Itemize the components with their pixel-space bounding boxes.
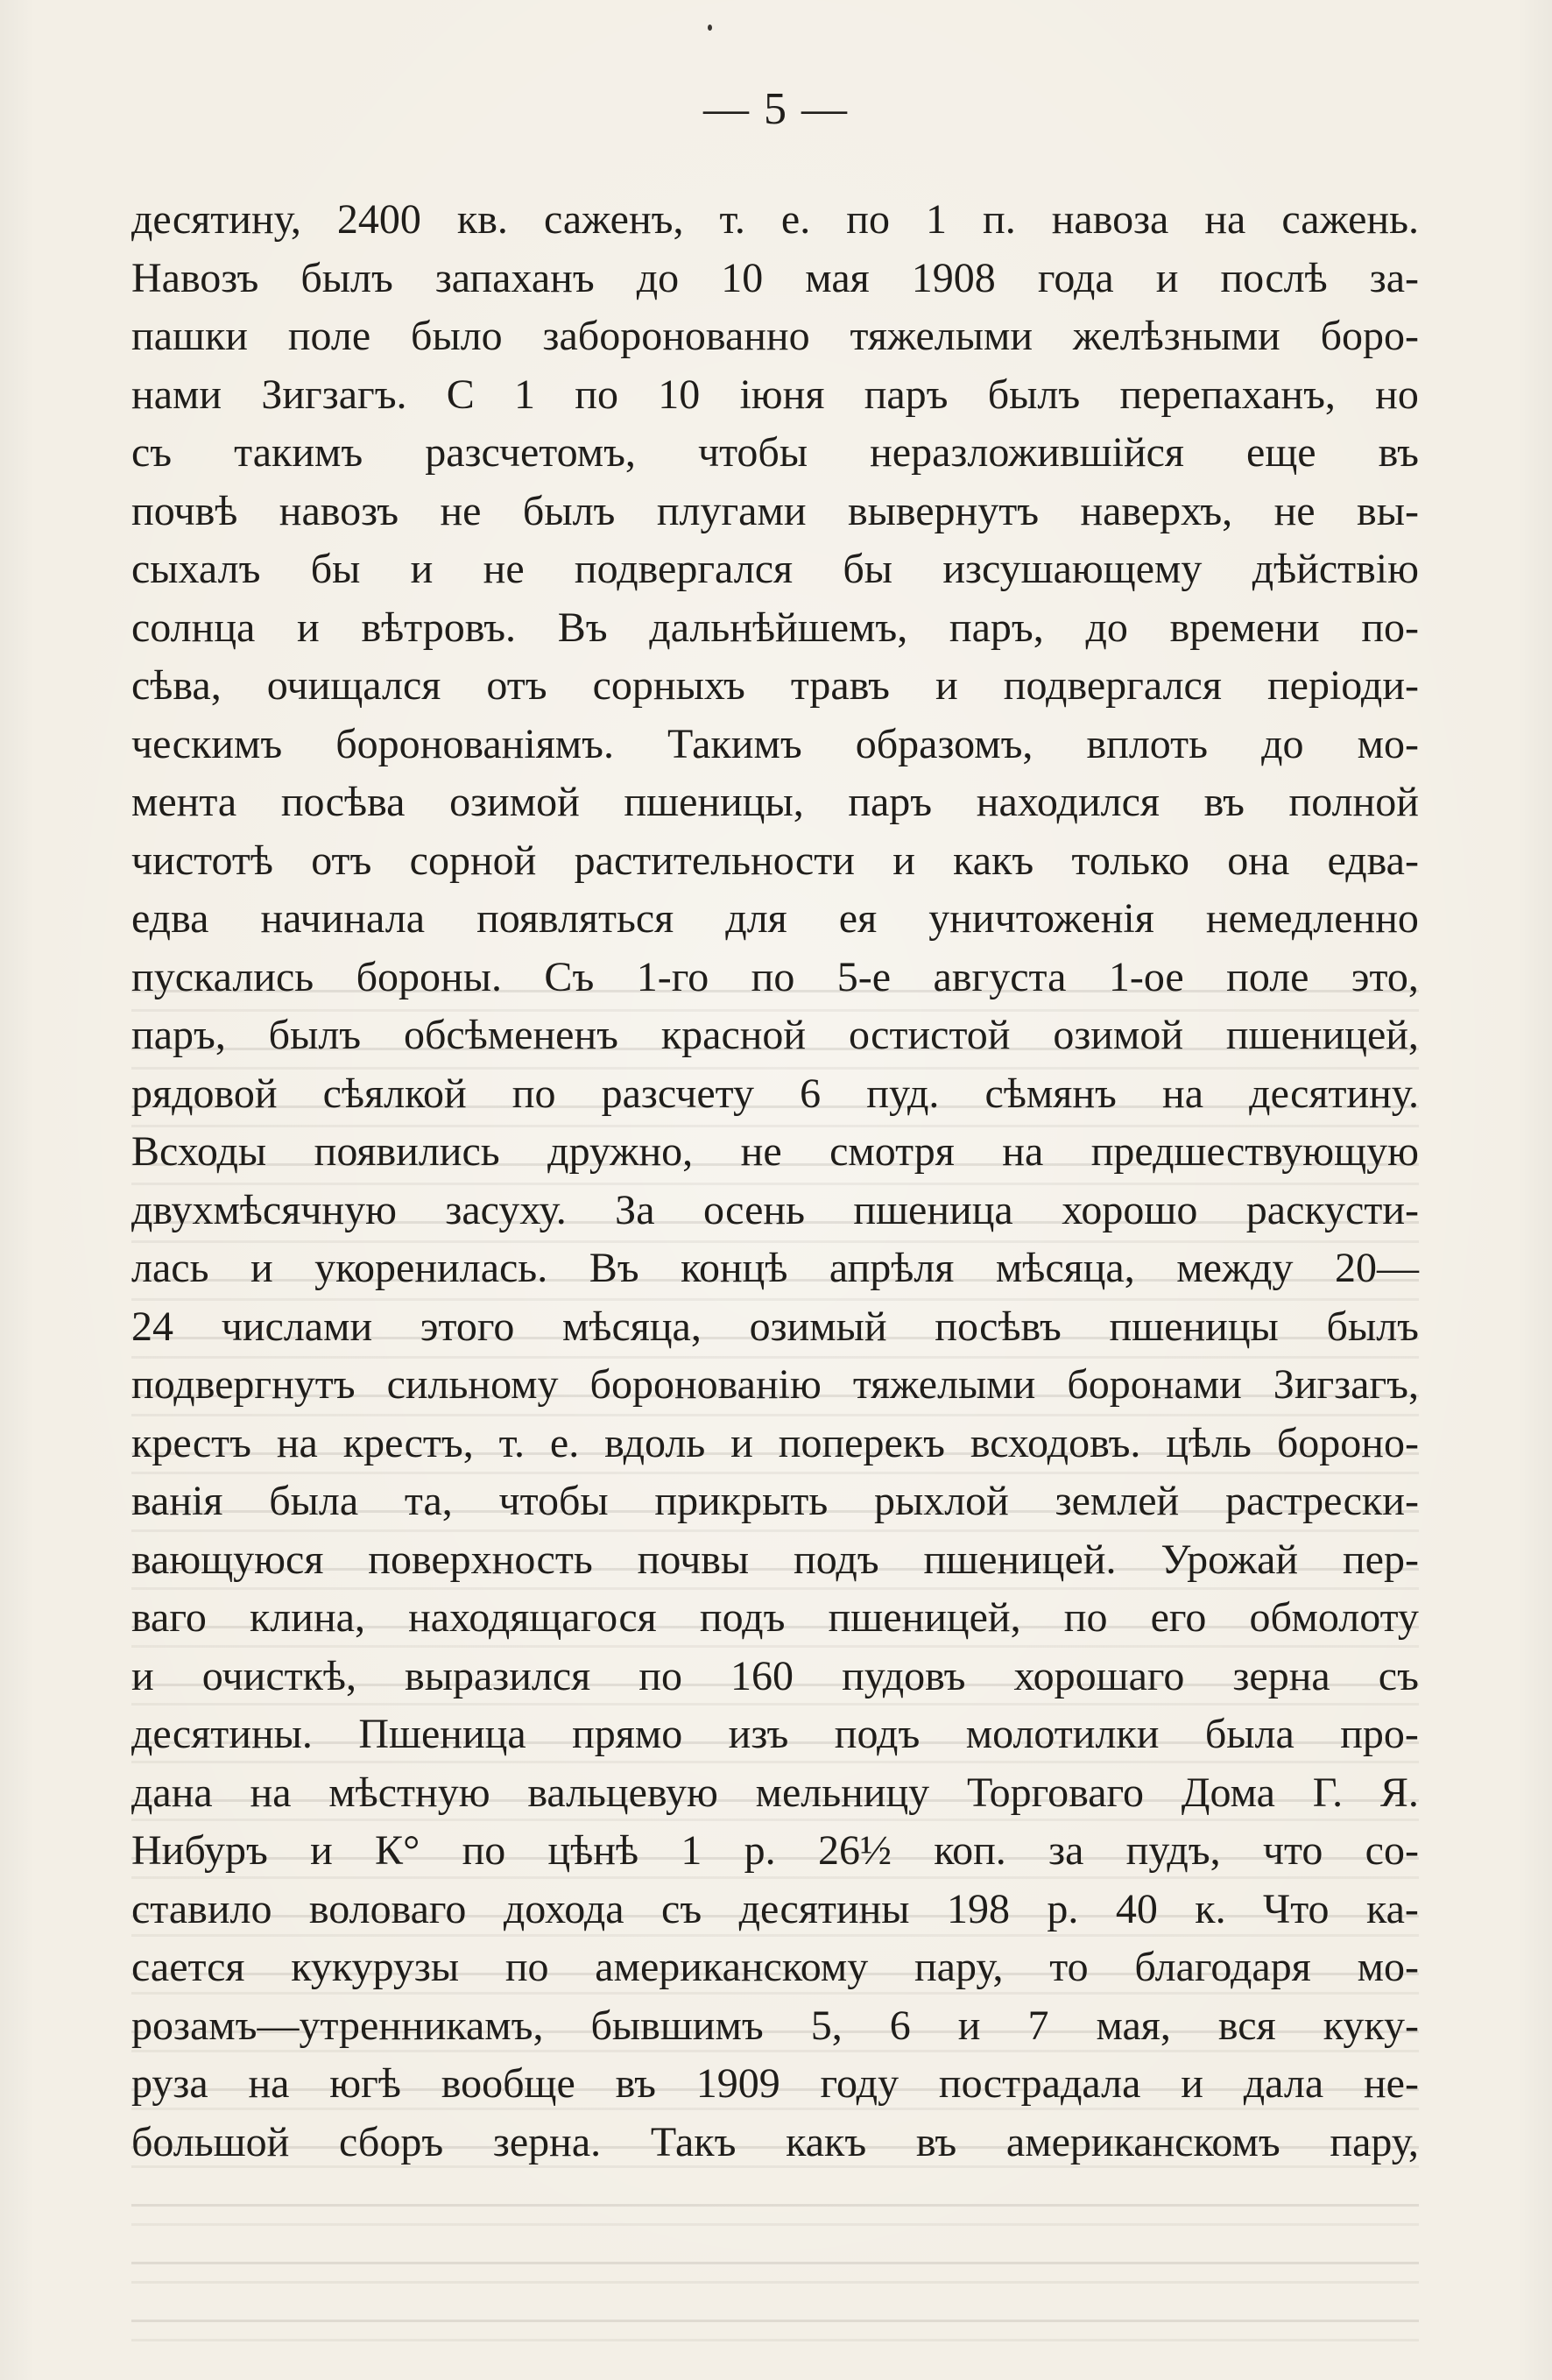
ink-speck [708, 25, 712, 31]
text-line: ванія была та, чтобы прикрыть рыхлой землей растрески- [131, 1478, 1419, 1524]
text-line: рядовой сѣялкой по разсчету 6 пуд. сѣмянъ на десятину. [131, 1070, 1419, 1117]
text-line: сыхалъ бы и не подвергался бы изсушающему дѣйствію [131, 546, 1419, 592]
text-line: крестъ на крестъ, т. е. вдоль и поперекъ всходовъ. цѣль бороно- [131, 1419, 1419, 1466]
text-line: Всходы появились дружно, не смотря на предшествующую [131, 1128, 1419, 1175]
text-line: Навозъ былъ запаханъ до 10 мая 1908 года и послѣ за- [131, 254, 1419, 301]
text-line: ставило воловаго дохода съ десятины 198 р. 40 к. Что ка- [131, 1885, 1419, 1932]
text-line: руза на югѣ вообще въ 1909 году пострадала и дала не- [131, 2060, 1419, 2107]
text-line: мента посѣва озимой пшеницы, паръ находился въ полной [131, 779, 1419, 825]
text-line: 24 числами этого мѣсяца, озимый посѣвъ пшеницы былъ [131, 1303, 1419, 1350]
text-line: десятину, 2400 кв. саженъ, т. е. по 1 п. навоза на сажень. [131, 196, 1419, 243]
text-line: и очисткѣ, выразился по 160 пудовъ хорошаго зерна съ [131, 1652, 1419, 1699]
text-line: ческимъ боронованіямъ. Такимъ образомъ, вплоть до мо- [131, 720, 1419, 767]
text-line: двухмѣсячную засуху. За осень пшеница хорошо раскусти- [131, 1186, 1419, 1233]
text-line: подвергнутъ сильному боронованію тяжелыми боронами Зигзагъ, [131, 1361, 1419, 1408]
text-line: розамъ—утренникамъ, бывшимъ 5, 6 и 7 мая, вся куку- [131, 2002, 1419, 2049]
text-line: лась и укоренилась. Въ концѣ апрѣля мѣсяца, между 20— [131, 1245, 1419, 1291]
text-line: съ такимъ разсчетомъ, чтобы неразложившійся еще въ [131, 429, 1419, 476]
text-line: пашки поле было заборонованно тяжелыми желѣзными боро- [131, 313, 1419, 359]
text-line: пускались бороны. Съ 1-го по 5-е августа 1-ое поле это, [131, 953, 1419, 1000]
text-line: сается кукурузы по американскому пару, то благодаря мо- [131, 1944, 1419, 1990]
text-line: чистотѣ отъ сорной растительности и какъ только она едва- [131, 837, 1419, 884]
text-line: десятины. Пшеница прямо изъ подъ молотилки была про- [131, 1711, 1419, 1757]
text-line: почвѣ навозъ не былъ плугами вывернутъ наверхъ, не вы- [131, 487, 1419, 534]
text-line: едва начинала появляться для ея уничтоженія немедленно [131, 895, 1419, 942]
text-line: ваго клина, находящагося подъ пшеницей, по его обмолоту [131, 1594, 1419, 1641]
page-number: — 5 — [703, 84, 849, 134]
text-line: большой сборъ зерна. Такъ какъ въ американскомъ пару, [131, 2118, 1419, 2165]
text-line: сѣва, очищался отъ сорныхъ травъ и подвергался періоди- [131, 662, 1419, 709]
text-line: паръ, былъ обсѣмененъ красной остистой озимой пшеницей, [131, 1012, 1419, 1058]
text-line: дана на мѣстную вальцевую мельницу Торговаго Дома Г. Я. [131, 1769, 1419, 1816]
text-line: нами Зигзагъ. С 1 по 10 іюня паръ былъ перепаханъ, но [131, 371, 1419, 418]
body-text [131, 191, 1419, 2172]
text-line: вающуюся поверхность почвы подъ пшеницей. Урожай пер- [131, 1536, 1419, 1583]
text-line: солнца и вѣтровъ. Въ дальнѣйшемъ, паръ, до времени по- [131, 604, 1419, 651]
text-line: Нибуръ и К° по цѣнѣ 1 р. 26½ коп. за пудъ, что со- [131, 1827, 1419, 1874]
